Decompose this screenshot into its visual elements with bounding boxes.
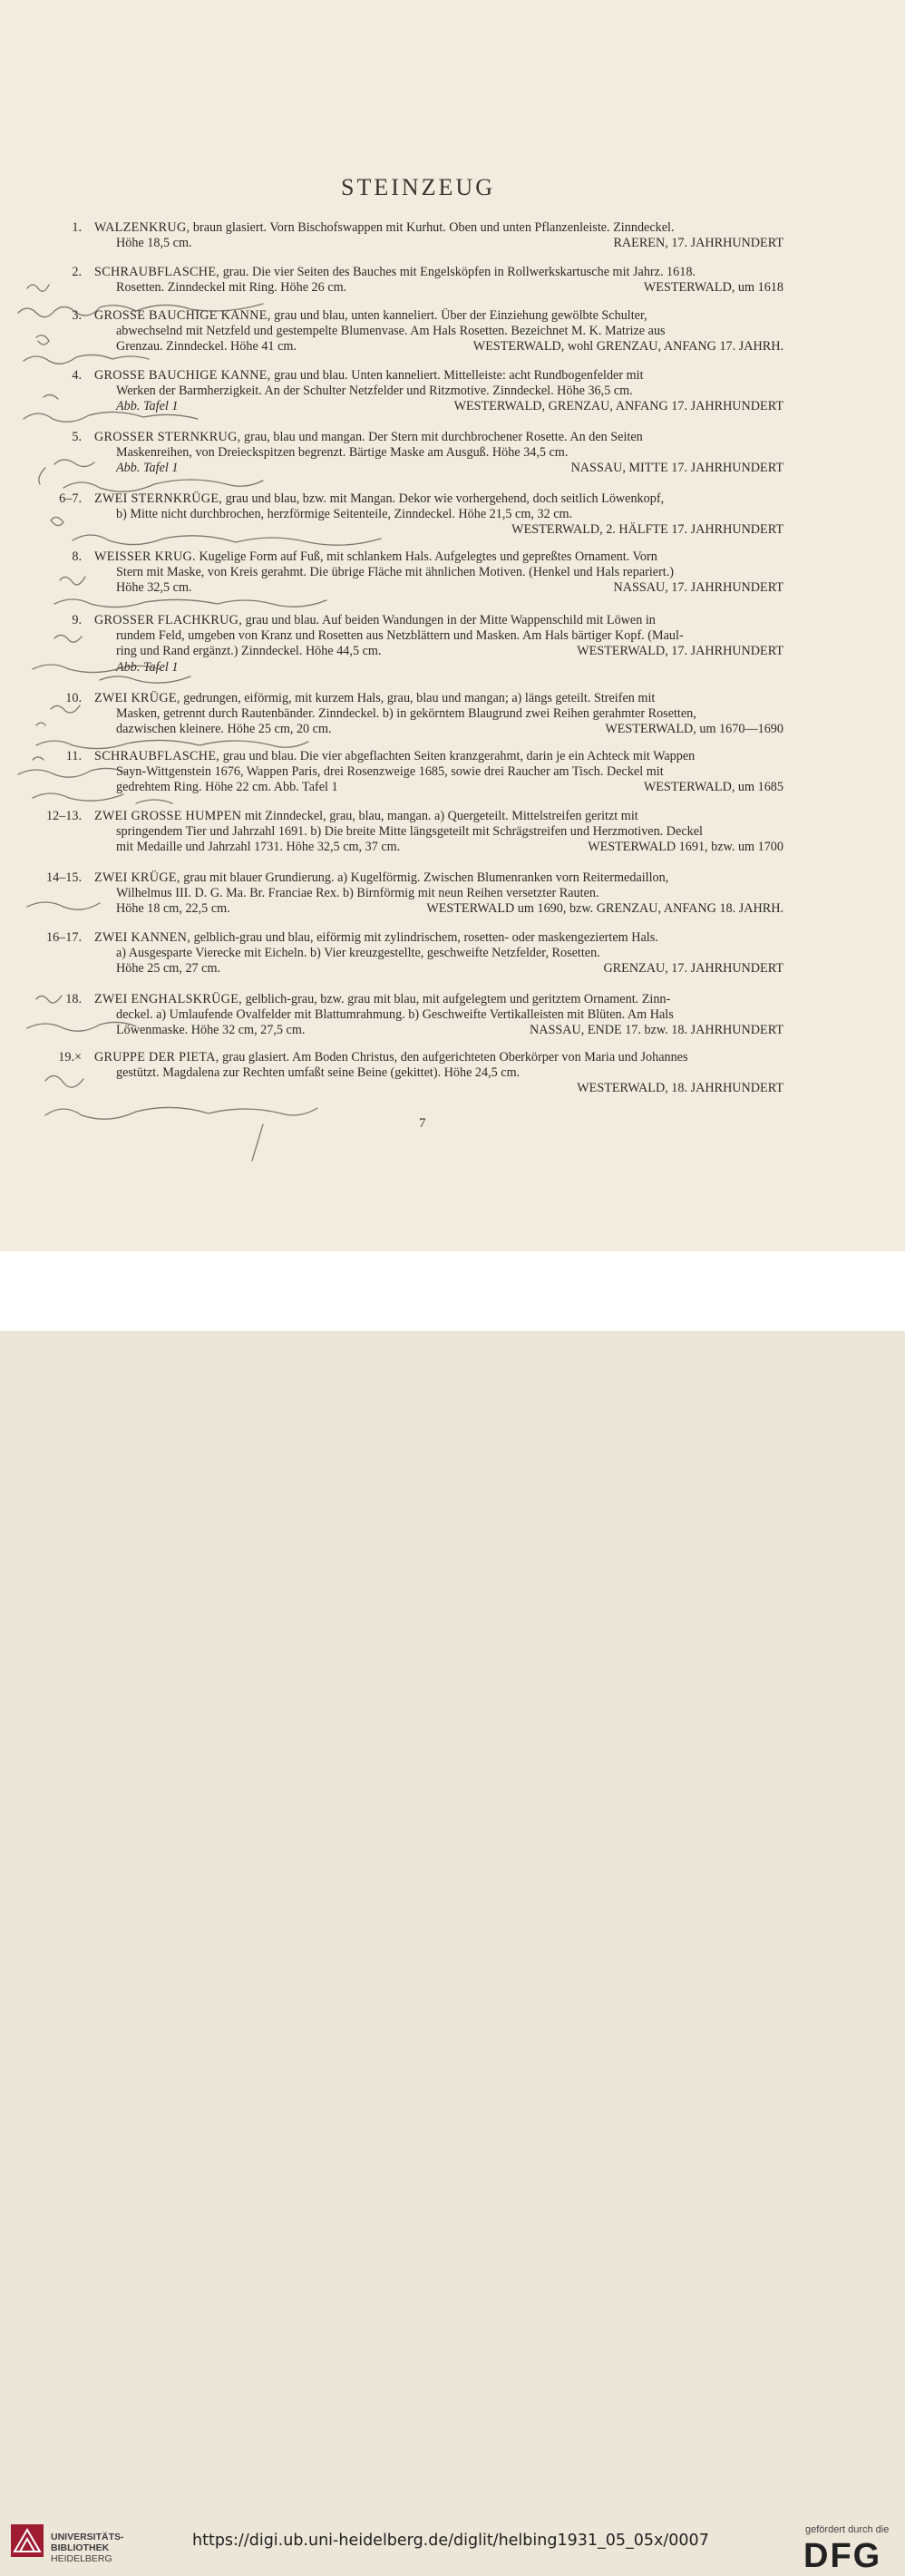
entry-name: ZWEI GROSSE HUMPEN bbox=[94, 809, 242, 823]
entry-name: SCHRAUBFLASCHE, bbox=[94, 265, 220, 279]
entry-name: GROSSE BAUCHIGE KANNE, bbox=[94, 368, 271, 383]
entry-text: grau und blau. Die vier abgeflachten Seiten kranzgerahmt, darin je ein Achteck mit Wappen bbox=[219, 749, 696, 763]
entry-line: Wilhelmus III. D. G. Ma. Br. Franciae Rex. b) Birnförmig mit neun Reihen versetzter Rauten. bbox=[116, 886, 599, 901]
entry-number: 19.× bbox=[58, 1050, 82, 1064]
entry-line: Sayn-Wittgenstein 1676, Wappen Paris, drei Rosenzweige 1685, sowie drei Raucher am Tisch. Deckel mit bbox=[116, 764, 664, 780]
entry-line: Masken, getrennt durch Rautenbänder. Zinndeckel. b) in gekörntem Blaugrund zwei Reihen gerahmter Rosetten, bbox=[116, 706, 696, 722]
entry-number: 1. bbox=[72, 220, 82, 235]
entry-origin: WESTERWALD, 18. JAHRHUNDERT bbox=[577, 1081, 783, 1095]
entry-origin: WESTERWALD, GRENZAU, ANFANG 17. JAHRHUNDERT bbox=[453, 399, 783, 413]
entry-origin: WESTERWALD, um 1618 bbox=[643, 280, 783, 295]
entry-origin: RAEREN, 17. JAHRHUNDERT bbox=[613, 236, 783, 250]
entry-origin: WESTERWALD, wohl GRENZAU, ANFANG 17. JAHRH. bbox=[472, 339, 783, 354]
entry-line: gestützt. Magdalena zur Rechten umfaßt seine Beine (gekittet). Höhe 24,5 cm. bbox=[116, 1065, 521, 1081]
entry-text: mit Zinndeckel, grau, blau, mangan. a) Quergeteilt. Mittelstreifen geritzt mit bbox=[241, 809, 638, 823]
entry-line: Rosetten. Zinndeckel mit Ring. Höhe 26 cm. bbox=[116, 280, 347, 296]
entry-origin: WESTERWALD, 2. HÄLFTE 17. JAHRHUNDERT bbox=[511, 522, 783, 537]
entry-origin: NASSAU, ENDE 17. bzw. 18. JAHRHUNDERT bbox=[529, 1023, 783, 1037]
entry-origin: WESTERWALD 1691, bzw. um 1700 bbox=[588, 840, 783, 854]
entry-name: ZWEI KRÜGE, bbox=[94, 691, 180, 705]
entry-line: Löwenmaske. Höhe 32 cm, 27,5 cm. bbox=[116, 1023, 306, 1038]
plate-reference: Abb. Tafel 1 bbox=[116, 399, 179, 414]
entry-name: GROSSE BAUCHIGE KANNE, bbox=[94, 308, 271, 323]
entry-origin: NASSAU, 17. JAHRHUNDERT bbox=[613, 580, 783, 595]
entry-line: Höhe 25 cm, 27 cm. bbox=[116, 961, 221, 977]
entry-text: grau. Die vier Seiten des Bauches mit Engelsköpfen in Rollwerkskartusche mit Jahrz. 1618. bbox=[219, 265, 696, 279]
entry-line: Werken der Barmherzigkeit. An der Schulter Netzfelder und Ritzmotive. Zinndeckel. Höhe 36,5 cm. bbox=[116, 384, 633, 399]
entry-text: gelblich-grau, bzw. grau mit blau, mit aufgelegtem und geritztem Ornament. Zinn- bbox=[242, 992, 671, 1006]
entry-text: grau und blau. Unten kanneliert. Mittelleiste: acht Rundbogenfelder mit bbox=[270, 368, 644, 383]
entry-name: ZWEI ENGHALSKRÜGE, bbox=[94, 992, 243, 1006]
entry-name: SCHRAUBFLASCHE, bbox=[94, 749, 220, 763]
entry-name: GRUPPE DER PIETA, bbox=[94, 1050, 219, 1064]
entry-text: braun glasiert. Vorn Bischofswappen mit Kurhut. Oben und unten Pflanzenleiste. Zinndeckel. bbox=[190, 220, 675, 235]
viewer-footer bbox=[0, 1251, 905, 2575]
university-library-name[interactable]: UNIVERSITÄTS- BIBLIOTHEK HEIDELBERG bbox=[51, 2532, 124, 2564]
entry-line: mit Medaille und Jahrzahl 1731. Höhe 32,5 cm, 37 cm. bbox=[116, 840, 401, 855]
entry-origin: WESTERWALD um 1690, bzw. GRENZAU, ANFANG 18. JAHRH. bbox=[426, 901, 783, 916]
entry-line: a) Ausgesparte Vierecke mit Eicheln. b) Vier kreuzgestellte, geschweifte Netzfelder, Rosetten. bbox=[116, 946, 600, 961]
entry-text: grau, blau und mangan. Der Stern mit durchbrochener Rosette. An den Seiten bbox=[240, 430, 643, 444]
entry-number: 5. bbox=[72, 430, 82, 444]
entry-name: ZWEI KANNEN, bbox=[94, 930, 191, 945]
entry-line: Grenzau. Zinndeckel. Höhe 41 cm. bbox=[116, 339, 297, 355]
entry-line: rundem Feld, umgeben von Kranz und Rosetten aus Netzblättern und Masken. Am Hals bärtiger Kopf. (Maul- bbox=[116, 628, 684, 644]
entry-number: 6–7. bbox=[59, 491, 82, 506]
entry-text: grau und blau, unten kanneliert. Über der Einziehung gewölbte Schulter, bbox=[270, 308, 647, 323]
entry-number: 8. bbox=[72, 549, 82, 564]
entry-line: gedrehtem Ring. Höhe 22 cm. Abb. Tafel 1 bbox=[116, 780, 338, 795]
university-library-logo-icon bbox=[11, 2524, 44, 2557]
entry-name: ZWEI KRÜGE, bbox=[94, 870, 180, 885]
entry-name: GROSSER STERNKRUG, bbox=[94, 430, 241, 444]
entry-name: WEISSER KRUG. bbox=[94, 549, 196, 564]
entry-text: gedrungen, eiförmig, mit kurzem Hals, grau, blau und mangan; a) längs geteilt. Streifen mit bbox=[180, 691, 656, 705]
plate-reference: Abb. Tafel 1 bbox=[116, 461, 179, 476]
dfg-caption: gefördert durch die bbox=[805, 2524, 890, 2535]
entry-line: Stern mit Maske, von Kreis gerahmt. Die übrige Fläche mit ähnlichen Motiven. (Henkel und Hals repariert.) bbox=[116, 565, 675, 580]
entry-origin: NASSAU, MITTE 17. JAHRHUNDERT bbox=[570, 461, 783, 475]
entry-line: Höhe 32,5 cm. bbox=[116, 580, 192, 596]
entry-origin: GRENZAU, 17. JAHRHUNDERT bbox=[603, 961, 783, 976]
entry-text: grau glasiert. Am Boden Christus, den aufgerichteten Oberkörper von Maria und Johannes bbox=[219, 1050, 688, 1064]
page-number: 7 bbox=[419, 1116, 426, 1131]
entry-text: Kugelige Form auf Fuß, mit schlankem Hals. Aufgelegtes und gepreßtes Ornament. Vorn bbox=[195, 549, 657, 564]
document-url-link[interactable]: https://digi.ub.uni-heidelberg.de/diglit/helbing1931_05_05x/0007 bbox=[192, 2532, 709, 2550]
entry-name: GROSSER FLACHKRUG, bbox=[94, 613, 243, 627]
entry-line: dazwischen kleinere. Höhe 25 cm, 20 cm. bbox=[116, 722, 332, 737]
entry-number: 14–15. bbox=[45, 870, 82, 885]
entry-line: ring und Rand ergänzt.) Zinndeckel. Höhe 44,5 cm. bbox=[116, 644, 382, 659]
entry-origin: WESTERWALD, 17. JAHRHUNDERT bbox=[577, 644, 783, 658]
entry-number: 11. bbox=[65, 749, 82, 763]
entry-text: grau und blau, bzw. mit Mangan. Dekor wie vorhergehend, doch seitlich Löwenkopf, bbox=[222, 491, 665, 506]
document-page bbox=[0, 0, 905, 1251]
entry-number: 3. bbox=[72, 308, 82, 323]
entry-line: Maskenreihen, von Dreieckspitzen begrenzt. Bärtige Maske am Ausguß. Höhe 34,5 cm. bbox=[116, 445, 569, 461]
entry-line: springendem Tier und Jahrzahl 1691. b) Die breite Mitte längsgeteilt mit Schrägstreifen und Herzmotiven. Deckel bbox=[116, 824, 703, 840]
entry-number: 2. bbox=[72, 265, 82, 279]
entry-number: 9. bbox=[72, 613, 82, 627]
entry-line: b) Mitte nicht durchbrochen, herzförmige Seitenteile, Zinndeckel. Höhe 21,5 cm, 32 cm. bbox=[116, 507, 573, 522]
entry-text: grau mit blauer Grundierung. a) Kugelförmig. Zwischen Blumenranken vorn Reitermedaillon, bbox=[180, 870, 669, 885]
entry-name: ZWEI STERNKRÜGE, bbox=[94, 491, 223, 506]
entry-line: Höhe 18 cm, 22,5 cm. bbox=[116, 901, 230, 917]
dfg-logo[interactable]: DFG bbox=[803, 2537, 882, 2575]
entry-text: grau und blau. Auf beiden Wandungen in der Mitte Wappenschild mit Löwen in bbox=[242, 613, 656, 627]
entry-number: 18. bbox=[65, 992, 82, 1006]
entry-number: 4. bbox=[72, 368, 82, 383]
entry-name: WALZENKRUG, bbox=[94, 220, 190, 235]
entry-line: Höhe 18,5 cm. bbox=[116, 236, 192, 251]
entry-origin: WESTERWALD, um 1670—1690 bbox=[605, 722, 783, 736]
entry-number: 12–13. bbox=[45, 809, 82, 823]
entry-number: 16–17. bbox=[45, 930, 82, 945]
entry-origin: WESTERWALD, um 1685 bbox=[643, 780, 783, 794]
plate-reference: Abb. Tafel 1 bbox=[116, 659, 179, 675]
entry-line: abwechselnd mit Netzfeld und gestempelte Blumenvase. Am Hals Rosetten. Bezeichnet M. K. Matrize aus bbox=[116, 324, 666, 339]
entry-text: gelblich-grau und blau, eiförmig mit zylindrischem, rosetten- oder maskengeziertem Hals. bbox=[190, 930, 658, 945]
entry-number: 10. bbox=[65, 691, 82, 705]
page-title: STEINZEUG bbox=[341, 174, 495, 200]
entry-line: deckel. a) Umlaufende Ovalfelder mit Blattumrahmung. b) Geschweifte Vertikalleisten mit Blüten. Am Hals bbox=[116, 1007, 674, 1023]
